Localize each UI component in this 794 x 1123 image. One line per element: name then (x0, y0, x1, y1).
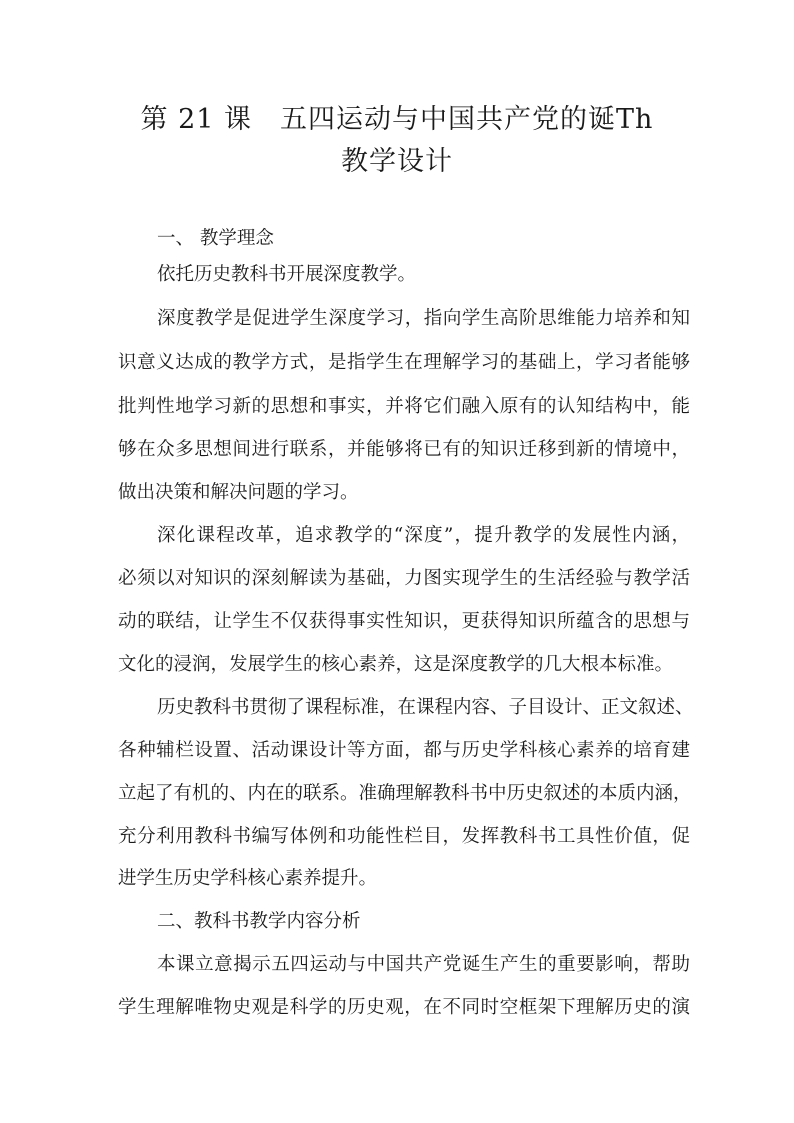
document-title-line-2: 教学设计 (341, 146, 453, 177)
section-heading-teaching-philosophy: 一、 教学理念 (157, 228, 274, 249)
paragraph-line: 深度教学是促进学生深度学习，指向学生高阶思维能力培养和知 (157, 308, 690, 329)
paragraph-line: 批判性地学习新的思想和事实，并将它们融入原有的认知结构中，能 (118, 396, 690, 417)
paragraph-line: 必须以对知识的深刻解读为基础，力图实现学生的生活经验与教学活 (118, 568, 690, 589)
paragraph-line: 识意义达成的教学方式，是指学生在理解学习的基础上，学习者能够 (118, 352, 690, 373)
paragraph-line: 深化课程改革，追求教学的“深度”，提升教学的发展性内涵， (157, 525, 690, 546)
paragraph-line: 动的联结，让学生不仅获得事实性知识，更获得知识所蕴含的思想与 (118, 611, 690, 632)
paragraph-line: 历史教科书贯彻了课程标准，在课程内容、子目设计、正文叙述、 (157, 697, 694, 718)
paragraph-line: 本课立意揭示五四运动与中国共产党诞生产生的重要影响，帮助 (157, 954, 690, 975)
paragraph-line: 立起了有机的、内在的联系。准确理解教科书中历史叙述的本质内涵， (118, 783, 692, 804)
paragraph-line: 学生理解唯物史观是科学的历史观，在不同时空框架下理解历史的演 (118, 997, 690, 1018)
paragraph-line: 够在众多思想间进行联系，并能够将已有的知识迁移到新的情境中， (118, 439, 690, 460)
paragraph-line: 各种辅栏设置、活动课设计等方面，都与历史学科核心素养的培育建 (118, 740, 690, 761)
paragraph-line: 充分利用教科书编写体例和功能性栏目，发挥教科书工具性价值，促 (118, 826, 690, 847)
paragraph-line: 做出决策和解决问题的学习。 (118, 482, 359, 503)
document-title-line-1: 第 21 课 五四运动与中国共产党的诞Th (140, 104, 654, 135)
paragraph-line: 文化的浸润，发展学生的核心素养，这是深度教学的几大根本标准。 (118, 654, 674, 675)
section-heading-textbook-analysis: 二、教科书教学内容分析 (157, 911, 361, 932)
paragraph-line: 进学生历史学科核心素养提升。 (118, 868, 378, 889)
paragraph-line: 依托历史教科书开展深度教学。 (157, 264, 417, 285)
